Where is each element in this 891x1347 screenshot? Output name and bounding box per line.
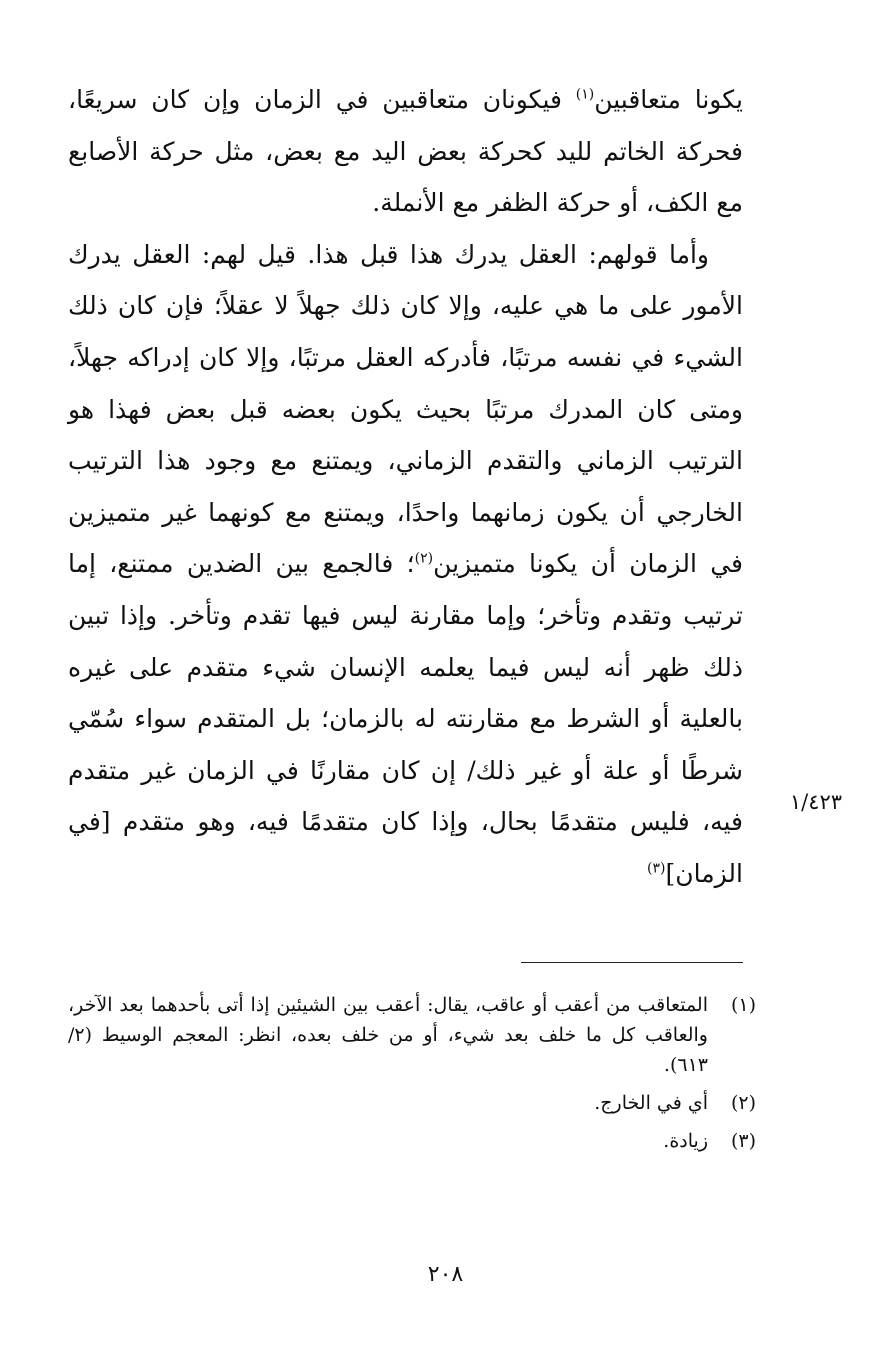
footnote-3	[68, 1126, 756, 1156]
footnote-number: (٣)	[730, 1130, 756, 1152]
footnote-text: المتعاقب من أعقب أو عاقب، يقال: أعقب بين الشيئين إذا أتى بأحدهما بعد الآخر، والعاقب كل ما خلف بعد شيء، أو من خلف بعده، انظر: المعجم الوسيط (٢/ ٦١٣).	[68, 994, 708, 1076]
footnotes	[68, 990, 756, 1164]
footnote-ref-3: (٣)	[647, 860, 666, 877]
paragraph-1-text: يكونا متعاقبين	[594, 85, 743, 114]
paragraph-1	[68, 74, 743, 229]
paragraph-1-text-cont: فيكونان متعاقبين في الزمان وإن كان سريعًا، فحركة الخاتم لليد كحركة بعض اليد مع بعض، مثل حركة الأصابع مع الكف، أو حركة الظفر مع الأنملة.	[68, 85, 743, 218]
footnote-number: (٢)	[730, 1092, 756, 1114]
footnote-text: أي في الخارج.	[594, 1092, 708, 1114]
manuscript-folio-marker: ١/٤٢٣	[789, 790, 843, 814]
footnote-2	[68, 1088, 756, 1118]
footnote-text: زيادة.	[663, 1130, 708, 1152]
footnote-divider	[521, 962, 743, 963]
footnote-ref-2: (٢)	[414, 551, 434, 568]
footnote-number: (١)	[730, 994, 756, 1016]
paragraph-2-text-cont: ؛ فالجمع بين الضدين ممتنع، إما ترتيب وتقدم وتأخر؛ وإما مقارنة ليس فيها تقدم وتأخر. وإذا تبين ذلك ظهر أنه ليس فيما يعلمه الإنسان شيء متقدم على غيره بالعلية أو الشرط مع مقارنته له بالزمان؛ بل المتقدم سواء سُمّي شرطًا أو علة أو غير ذلك/ إن كان مقارنًا في الزمان غير متقدم فيه، فليس متقدمًا بحال، وإذا كان متقدمًا فيه، وهو متقدم [في الزمان]	[68, 549, 743, 888]
paragraph-2	[68, 229, 743, 900]
footnote-ref-1: (١)	[575, 86, 595, 103]
main-text	[68, 74, 743, 900]
page-number: ٢٠٨	[427, 1262, 464, 1287]
footnote-1	[68, 990, 756, 1080]
paragraph-2-text: وأما قولهم: العقل يدرك هذا قبل هذا. قيل لهم: العقل يدرك الأمور على ما هي عليه، وإلا كان ذلك جهلاً لا عقلاً؛ فإن كان ذلك الشيء في نفسه مرتبًا، فأدركه العقل مرتبًا، وإلا كان إدراكه جهلاً، ومتى كان المدرك مرتبًا بحيث يكون بعضه قبل بعض فهذا هو الترتيب الزماني والتقدم الزماني، ويمتنع مع وجود هذا الترتيب الخارجي أن يكون زمانهما واحدًا، ويمتنع مع كونهما غير متميزين في الزمان أن يكونا متميزين	[68, 239, 743, 579]
